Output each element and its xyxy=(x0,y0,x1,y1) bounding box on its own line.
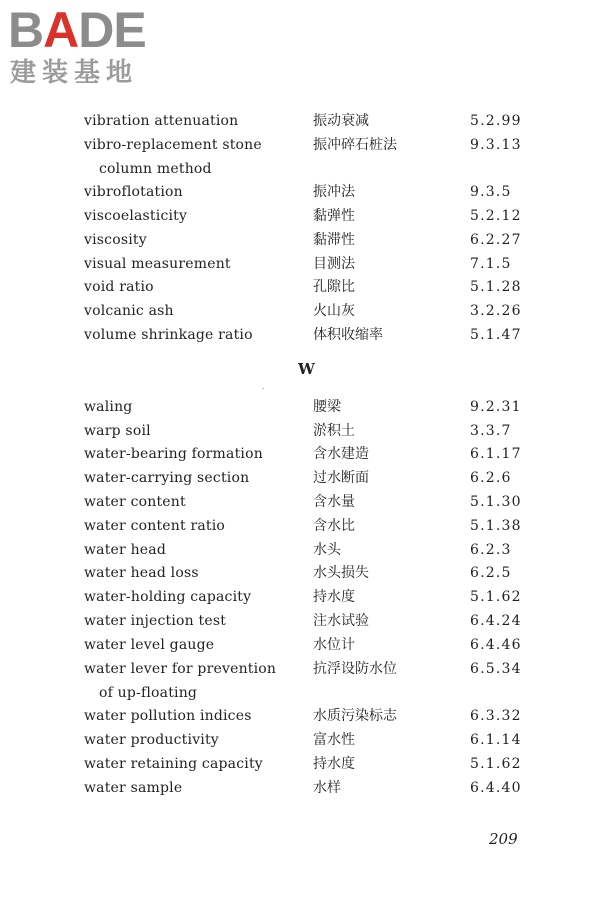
entry-english: water head loss xyxy=(84,565,199,581)
entry-chinese: 富水性 xyxy=(313,732,355,748)
entry-english: vibroflotation xyxy=(84,184,183,200)
entry-english: vibration attenuation xyxy=(84,113,239,129)
entry-section-number: 6.4.40 xyxy=(470,780,522,796)
entry-chinese: 振动衰减 xyxy=(313,113,369,129)
entry-chinese: 水质污染标志 xyxy=(313,708,397,724)
entry-chinese: 水头 xyxy=(313,542,341,558)
entry-section-number: 6.2.6 xyxy=(470,470,512,486)
entry-chinese: 含水建造 xyxy=(313,446,369,462)
entry-english: water-carrying section xyxy=(84,470,250,486)
entry-section-number: 9.3.5 xyxy=(470,184,512,200)
entry-section-number: 6.2.3 xyxy=(470,542,512,558)
entry-chinese: 黏弹性 xyxy=(313,208,355,224)
entry-english: vibro-replacement stone column method xyxy=(84,137,262,177)
entry-english: viscosity xyxy=(84,232,147,248)
entry-section-number: 6.4.46 xyxy=(470,637,522,653)
entry-section-number: 7.1.5 xyxy=(470,256,512,272)
entry-english: visual measurement xyxy=(84,256,231,272)
entry-chinese: 体积收缩率 xyxy=(313,327,383,343)
entry-chinese: 抗浮设防水位 xyxy=(313,661,397,677)
entry-chinese: 持水度 xyxy=(313,589,355,605)
entry-chinese: 过水断面 xyxy=(313,470,369,486)
entry-section-number: 6.5.34 xyxy=(470,661,522,677)
entry-chinese: 淤积土 xyxy=(313,423,355,439)
section-letter-heading: W xyxy=(298,360,315,378)
entry-chinese: 持水度 xyxy=(313,756,355,772)
entry-section-number: 9.2.31 xyxy=(470,399,522,415)
entry-english: waling xyxy=(84,399,133,415)
entry-section-number: 6.3.32 xyxy=(470,708,522,724)
entry-chinese: 振冲法 xyxy=(313,184,355,200)
entry-english: viscoelasticity xyxy=(84,208,188,224)
entry-chinese: 振冲碎石桩法 xyxy=(313,137,397,153)
entry-chinese: 含水比 xyxy=(313,518,355,534)
bade-logo xyxy=(8,4,178,92)
entry-chinese: 火山灰 xyxy=(313,303,355,319)
entry-chinese: 目测法 xyxy=(313,256,355,272)
entry-section-number: 5.1.30 xyxy=(470,494,522,510)
entry-section-number: 3.2.26 xyxy=(470,303,522,319)
entry-section-number: 5.1.47 xyxy=(470,327,522,343)
entry-english: water sample xyxy=(84,780,183,796)
entry-chinese: 含水量 xyxy=(313,494,355,510)
logo-wordmark: BADE xyxy=(8,2,146,58)
entry-section-number: 6.2.5 xyxy=(470,565,512,581)
entry-section-number: 6.2.27 xyxy=(470,232,522,248)
glossary-entry xyxy=(0,776,600,824)
logo-subtitle: 建装基地 xyxy=(10,58,139,88)
entry-section-number: 5.2.12 xyxy=(470,208,522,224)
entry-section-number: 5.1.62 xyxy=(470,756,522,772)
entry-section-number: 6.1.14 xyxy=(470,732,522,748)
entry-chinese: 孔隙比 xyxy=(313,279,355,295)
entry-section-number: 5.1.38 xyxy=(470,518,522,534)
entry-chinese: 水头损失 xyxy=(313,565,369,581)
entry-english: warp soil xyxy=(84,423,151,439)
entry-section-number: 3.3.7 xyxy=(470,423,512,439)
entry-english: water pollution indices xyxy=(84,708,252,724)
entry-section-number: 9.3.13 xyxy=(470,137,522,153)
entry-english: water level gauge xyxy=(84,637,215,653)
entry-english: water content xyxy=(84,494,186,510)
entry-english: water retaining capacity xyxy=(84,756,263,772)
entry-section-number: 5.2.99 xyxy=(470,113,522,129)
scan-speck xyxy=(262,388,264,389)
entry-section-number: 6.1.17 xyxy=(470,446,522,462)
entry-english: volume shrinkage ratio xyxy=(84,327,253,343)
entry-english: water content ratio xyxy=(84,518,226,534)
entry-english: water head xyxy=(84,542,166,558)
page-number: 209 xyxy=(489,830,518,848)
entry-english: water lever for prevention of up-floating xyxy=(84,661,277,701)
entry-english: void ratio xyxy=(84,279,154,295)
entry-chinese: 注水试验 xyxy=(313,613,369,629)
glossary-entry xyxy=(0,133,600,181)
entry-chinese: 黏滞性 xyxy=(313,232,355,248)
entry-english: water productivity xyxy=(84,732,219,748)
entry-english: volcanic ash xyxy=(84,303,174,319)
entry-chinese: 水样 xyxy=(313,780,341,796)
entry-section-number: 5.1.28 xyxy=(470,279,522,295)
entry-english: water-bearing formation xyxy=(84,446,263,462)
entry-chinese: 腰梁 xyxy=(313,399,341,415)
glossary-entry xyxy=(0,657,600,705)
entry-section-number: 6.4.24 xyxy=(470,613,522,629)
entry-section-number: 5.1.62 xyxy=(470,589,522,605)
entry-english: water-holding capacity xyxy=(84,589,252,605)
entry-english: water injection test xyxy=(84,613,227,629)
entry-chinese: 水位计 xyxy=(313,637,355,653)
